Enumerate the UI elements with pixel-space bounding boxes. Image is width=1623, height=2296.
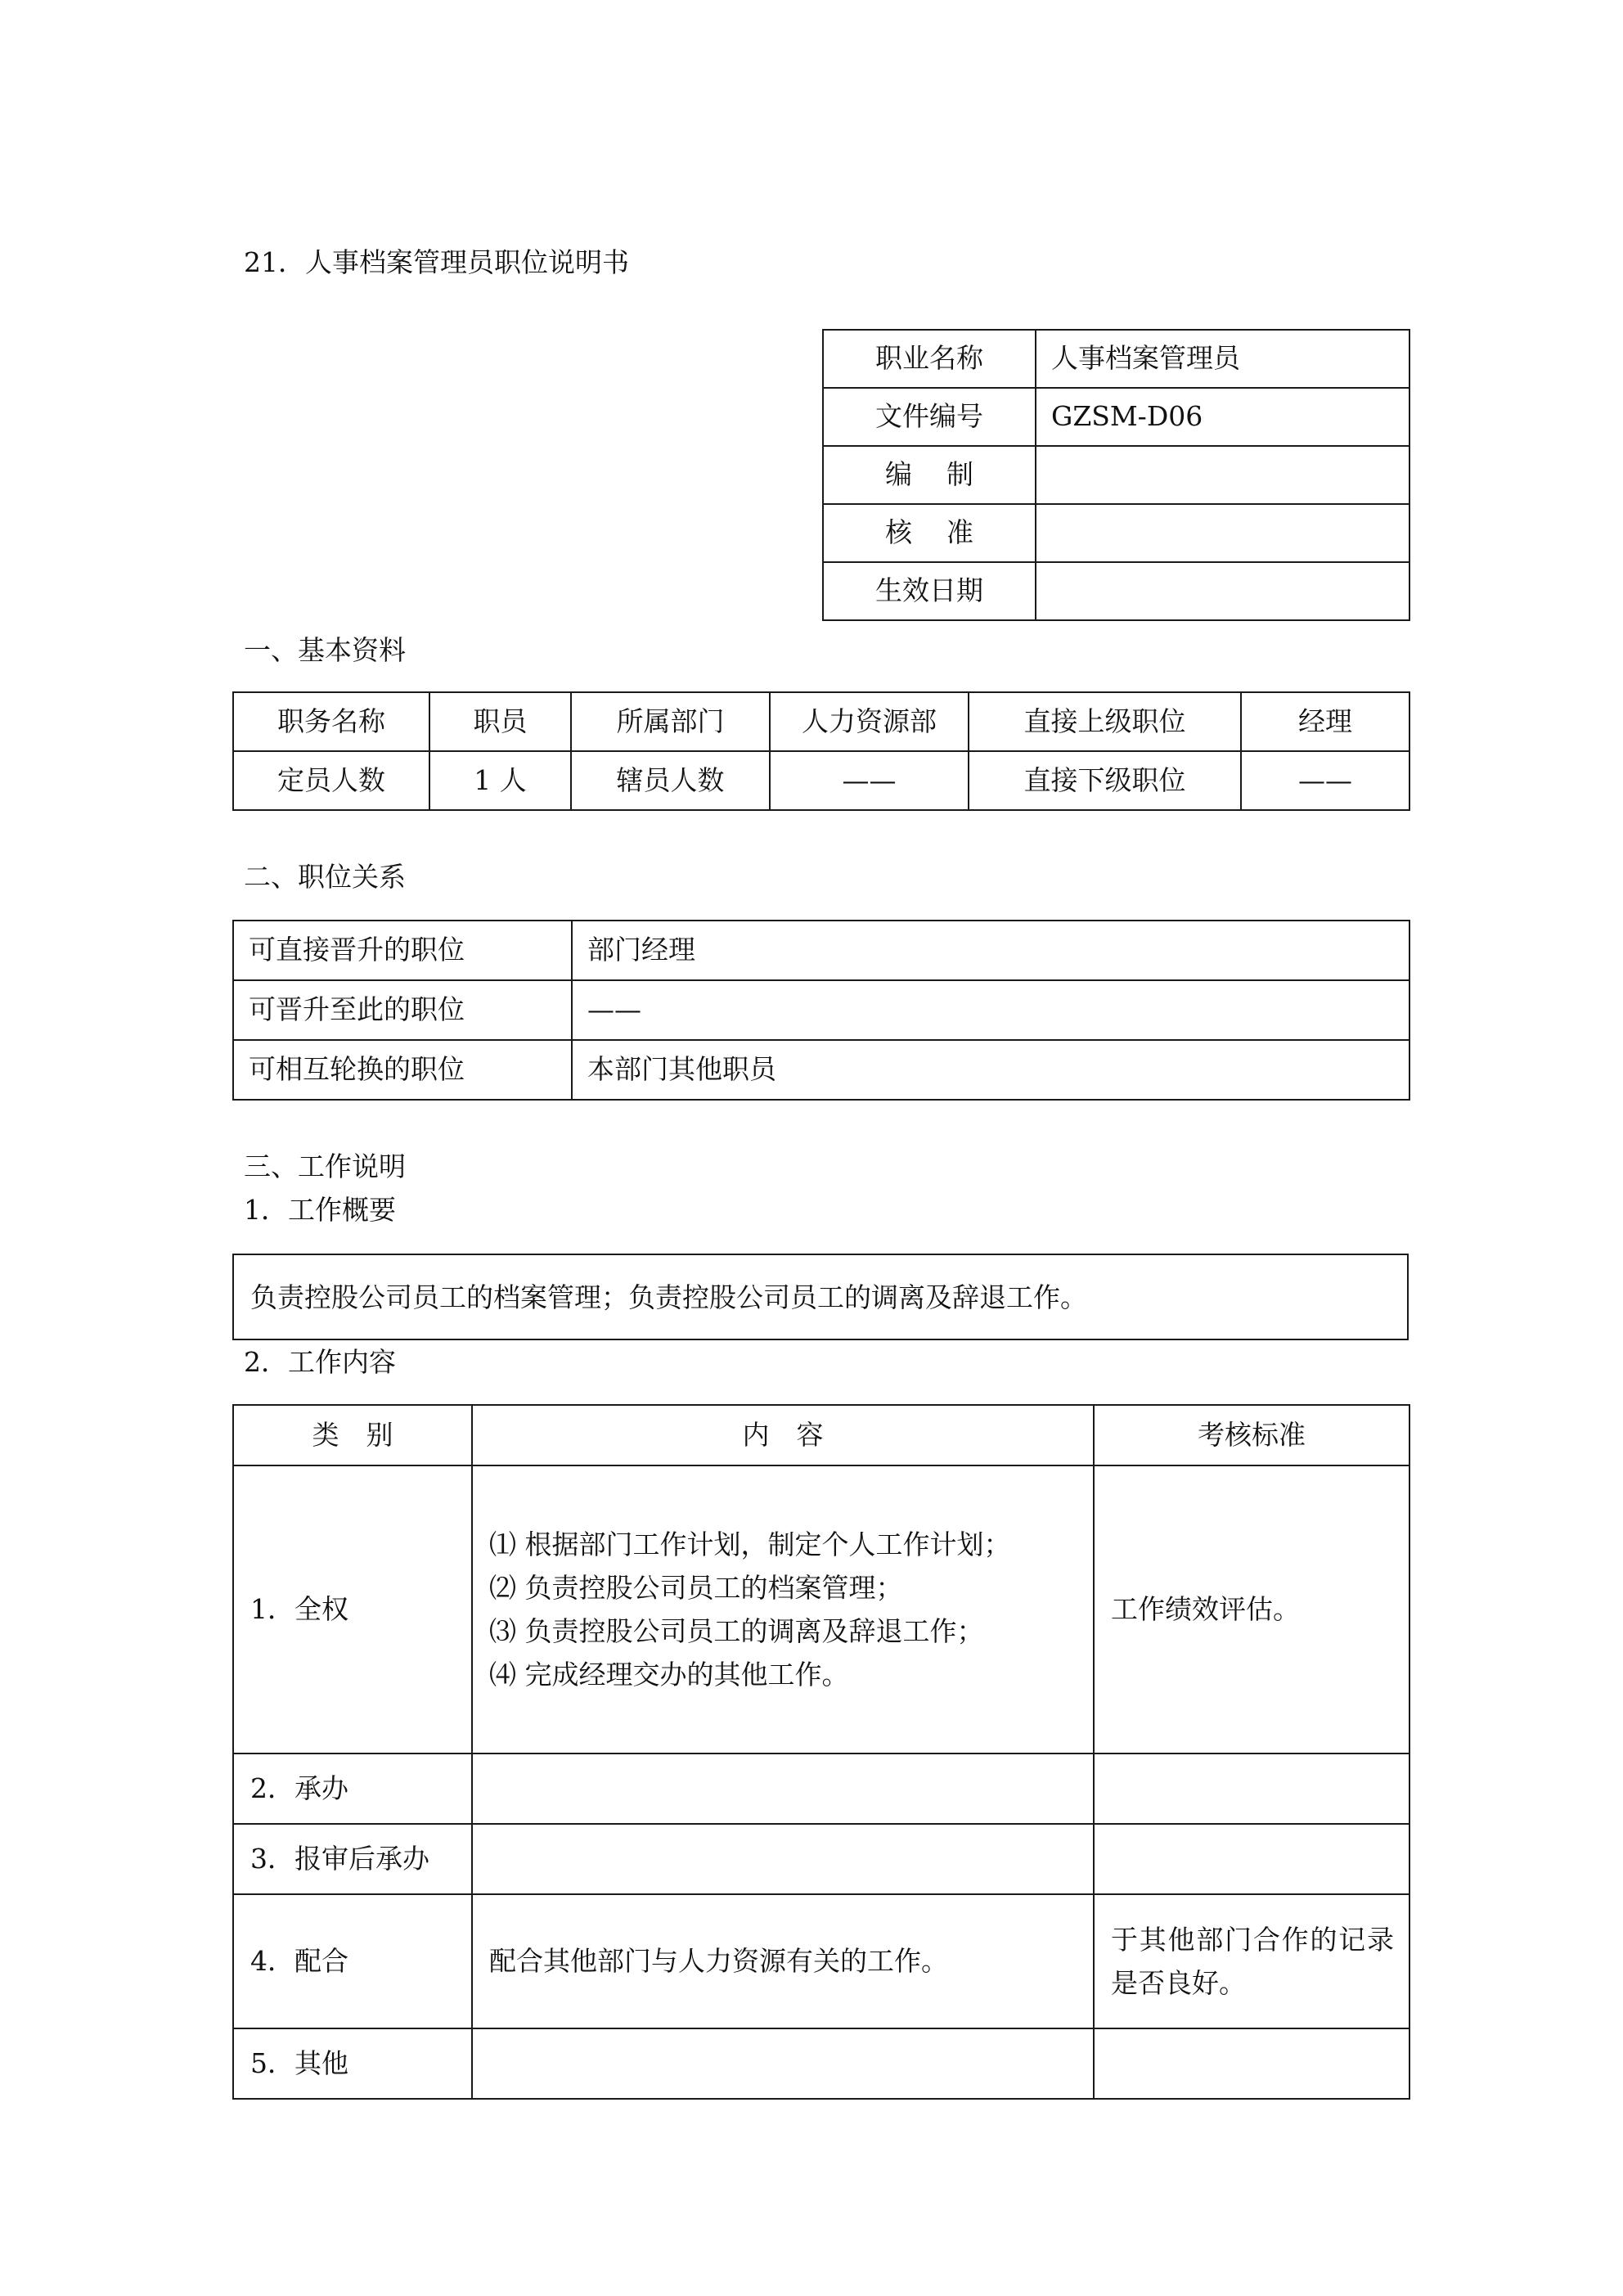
- header-value: [1036, 562, 1409, 620]
- relation-value: ——: [572, 980, 1409, 1040]
- standard-cell: 工作绩效评估。: [1094, 1465, 1409, 1754]
- section-heading-job-description: 三、工作说明: [244, 1150, 406, 1182]
- job-content-table: [232, 1404, 1410, 2100]
- job-summary-text: 负责控股公司员工的档案管理；负责控股公司员工的调离及辞退工作。: [250, 1281, 1087, 1313]
- basic-cell: 经理: [1241, 692, 1409, 751]
- relation-value: 部门经理: [572, 921, 1409, 980]
- standard-cell: [1094, 1824, 1409, 1894]
- category-cell: 1．全权: [233, 1465, 472, 1754]
- relation-value: 本部门其他职员: [572, 1040, 1409, 1100]
- relation-label: 可直接晋升的职位: [233, 921, 572, 980]
- content-item: ⑶ 负责控股公司员工的调离及辞退工作；: [489, 1615, 984, 1647]
- standard-cell: [1094, 2028, 1409, 2099]
- header-value: 人事档案管理员: [1036, 330, 1409, 388]
- category-cell: 3．报审后承办: [233, 1824, 472, 1894]
- column-header-standard: 考核标准: [1094, 1405, 1409, 1465]
- header-value: GZSM-D06: [1036, 388, 1409, 446]
- header-label: 编 制: [823, 446, 1036, 504]
- standard-cell: 于其他部门合作的记录是否良好。: [1094, 1894, 1409, 2028]
- basic-cell: 职务名称: [233, 692, 429, 751]
- content-item: ⑴ 根据部门工作计划，制定个人工作计划；: [489, 1528, 1011, 1560]
- basic-cell: 职员: [429, 692, 571, 751]
- section-heading-position-relations: 二、职位关系: [244, 861, 406, 893]
- content-cell: [472, 2028, 1094, 2099]
- header-label: 职业名称: [823, 330, 1036, 388]
- column-header-category: 类 别: [233, 1405, 472, 1465]
- basic-cell: 辖员人数: [571, 751, 770, 810]
- column-header-content: 内 容: [472, 1405, 1094, 1465]
- job-summary-box: [232, 1254, 1409, 1340]
- content-item: ⑷ 完成经理交办的其他工作。: [489, 1659, 849, 1690]
- basic-cell: 所属部门: [571, 692, 770, 751]
- header-value: [1036, 446, 1409, 504]
- basic-info-table: [232, 691, 1410, 811]
- content-cell: [472, 1754, 1094, 1824]
- standard-cell: [1094, 1754, 1409, 1824]
- document-title: 21．人事档案管理员职位说明书: [244, 246, 629, 278]
- subheading-job-summary: 1．工作概要: [244, 1194, 396, 1226]
- header-label: 生效日期: [823, 562, 1036, 620]
- content-cell: 配合其他部门与人力资源有关的工作。: [472, 1894, 1094, 2028]
- section-heading-basic-info: 一、基本资料: [244, 634, 406, 666]
- header-value: [1036, 504, 1409, 562]
- relation-label: 可晋升至此的职位: [233, 980, 572, 1040]
- basic-cell: 直接上级职位: [969, 692, 1241, 751]
- basic-cell: ——: [770, 751, 969, 810]
- content-item: ⑵ 负责控股公司员工的档案管理；: [489, 1572, 903, 1604]
- basic-cell: 定员人数: [233, 751, 429, 810]
- header-label: 文件编号: [823, 388, 1036, 446]
- relation-label: 可相互轮换的职位: [233, 1040, 572, 1100]
- content-cell: [472, 1824, 1094, 1894]
- category-cell: 2．承办: [233, 1754, 472, 1824]
- basic-cell: 人力资源部: [770, 692, 969, 751]
- header-label: 核 准: [823, 504, 1036, 562]
- subheading-job-content: 2．工作内容: [244, 1346, 396, 1378]
- header-info-table: [822, 329, 1410, 621]
- basic-cell: ——: [1241, 751, 1409, 810]
- category-cell: 4．配合: [233, 1894, 472, 2028]
- category-cell: 5．其他: [233, 2028, 472, 2099]
- basic-cell: 直接下级职位: [969, 751, 1241, 810]
- content-cell: [472, 1465, 1094, 1754]
- position-relations-table: [232, 920, 1410, 1101]
- basic-cell: 1 人: [429, 751, 571, 810]
